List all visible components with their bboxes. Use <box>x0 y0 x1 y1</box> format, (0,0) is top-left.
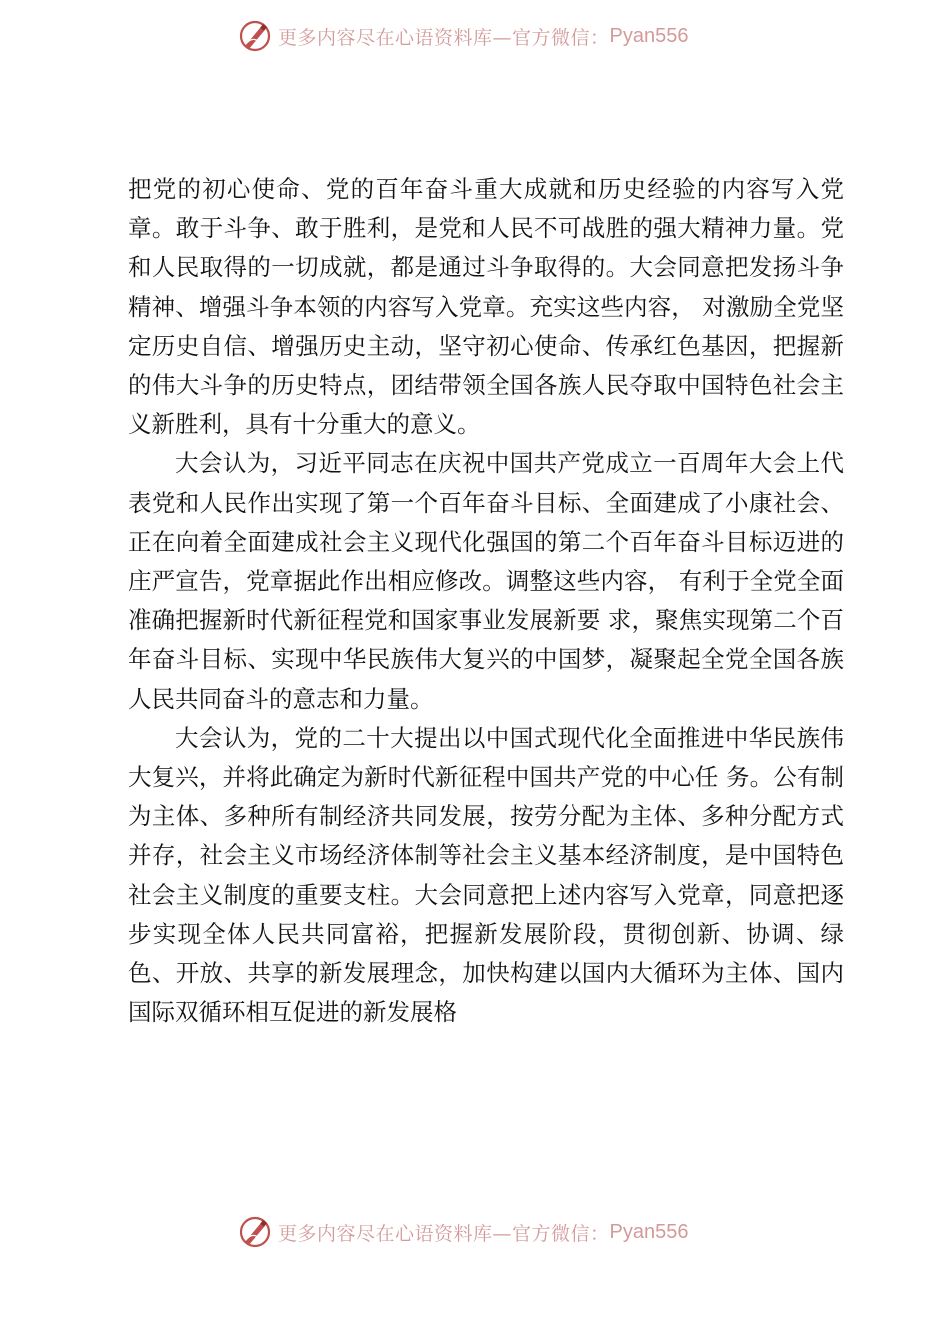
watermark-wechat-id: Pyan556 <box>609 24 689 47</box>
watermark-text: 更多内容尽在心语资料库—官方微信： <box>278 26 610 49</box>
watermark-text: 更多内容尽在心语资料库—官方微信： <box>278 1222 610 1245</box>
paragraph-3: 大会认为，党的二十大提出以中国式现代化全面推进中华民族伟大复兴，并将此确定为新时代新征程中国共产党的中心任 务。公有制为主体、多种所有制经济共同发展，按劳分配为主体、多种分配方式并存，社会主义市场经济体制等社会主义基本经济制度，是中国特色社会主义制度的重要支柱。大会同意把上述内容写入党章，同意把逐步实现全体人民共同富裕，把握新发展阶段，贯彻创新、协调、绿色、开放、共享的新发展理念，加快构建以国内大循环为主体、国内国际双循环相互促进的新发展格 <box>128 723 844 1027</box>
pen-logo-icon <box>238 19 272 53</box>
paragraph-2: 大会认为，习近平同志在庆祝中国共产党成立一百周年大会上代表党和人民作出实现了第一个百年奋斗目标、全面建成了小康社会、正在向着全面建成社会主义现代化强国的第二个百年奋斗目标迈进的庄严宣告，党章据此作出相应修改。调整这些内容， 有利于全党全面准确把握新时代新征程党和国家事业发展新要 求，聚焦实现第二个百年奋斗目标、实现中华民族伟大复兴的中国梦，凝聚起全党全国各族人民共同奋斗的意志和力量。 <box>128 449 844 713</box>
pen-logo-icon <box>238 1215 272 1249</box>
paragraph-1: 把党的初心使命、党的百年奋斗重大成就和历史经验的内容写入党章。敢于斗争、敢于胜利，是党和人民不可战胜的强大精神力量。党和人民取得的一切成就，都是通过斗争取得的。大会同意把发扬斗争精神、增强斗争本领的内容写入党章。充实这些内容， 对激励全党坚定历史自信、增强历史主动，坚守初心使命、传承红色基因，把握新的伟大斗争的历史特点，团结带领全国各族人民夺取中国特色社会主义新胜利，具有十分重大的意义。 <box>128 175 844 439</box>
watermark-wechat-id: Pyan556 <box>609 1220 689 1243</box>
footer-watermark <box>238 1214 688 1250</box>
header-watermark <box>238 18 688 54</box>
document-body <box>128 170 844 1032</box>
